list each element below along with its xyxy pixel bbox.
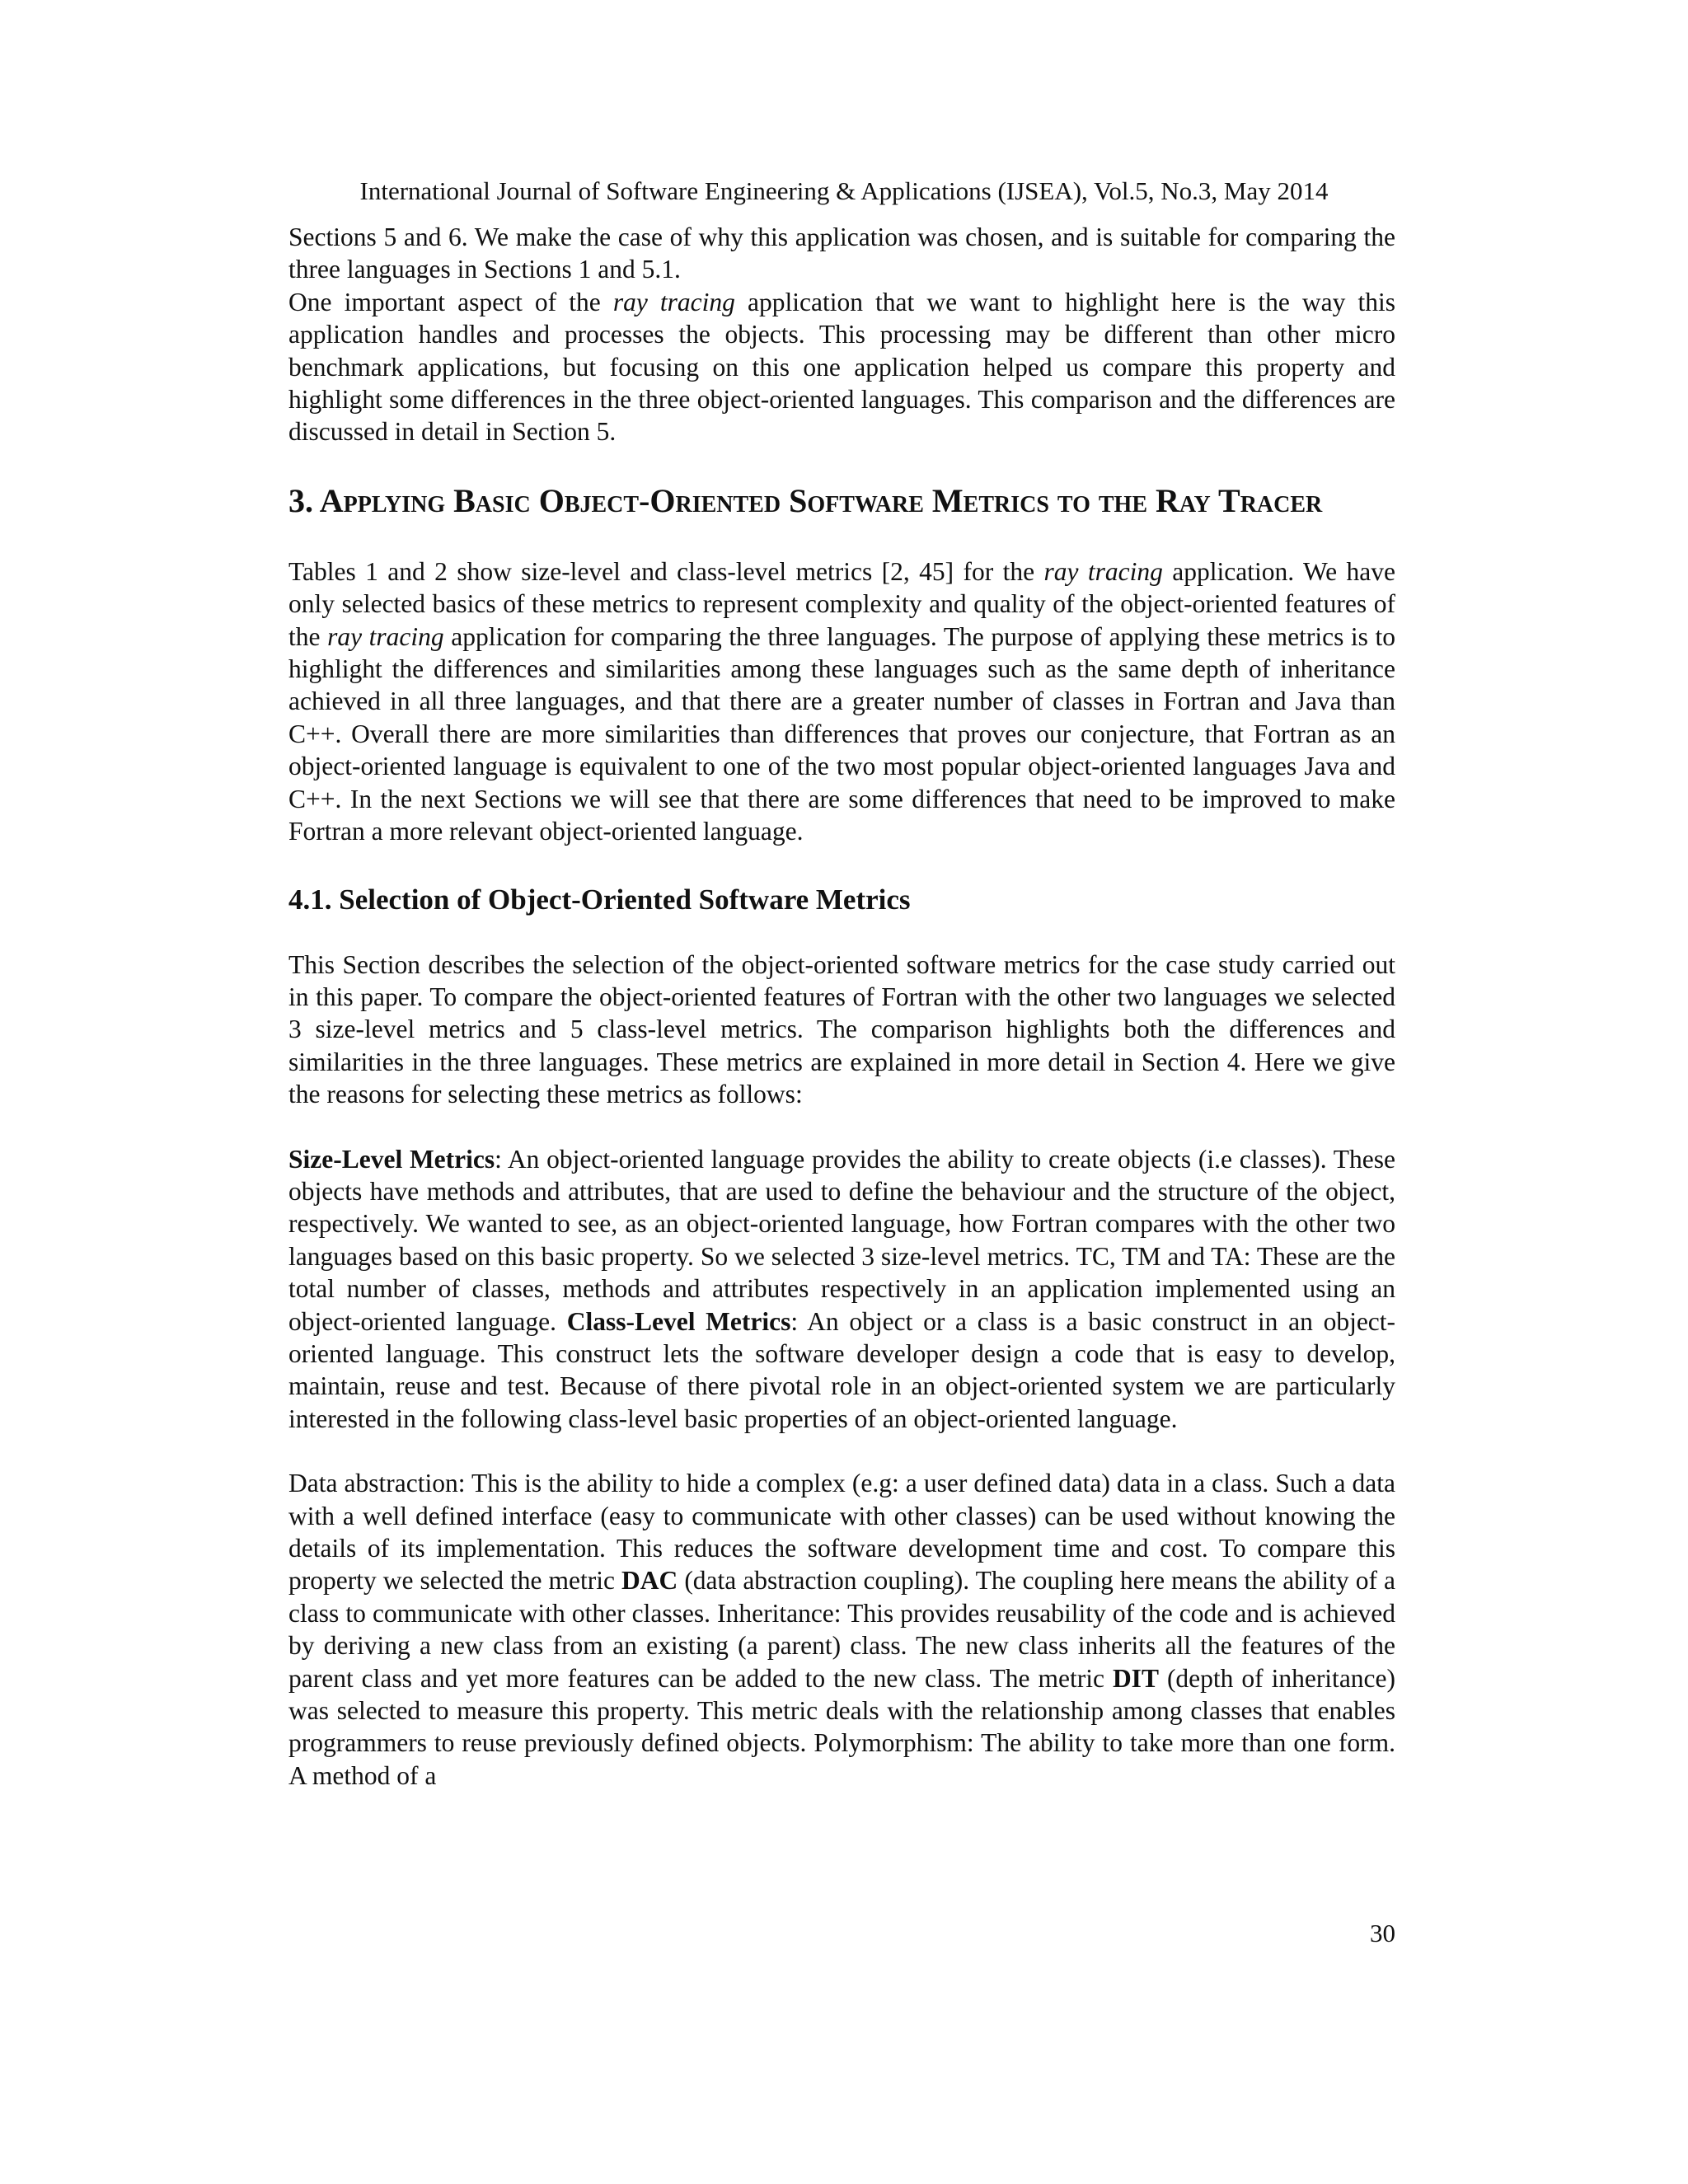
section-3-heading: [288, 480, 1395, 523]
paragraph-data-abstraction: [288, 1467, 1395, 1792]
italic-term: ray tracing: [327, 621, 444, 651]
paragraph-tables-metrics: [288, 555, 1395, 848]
bold-term: DAC: [621, 1566, 678, 1596]
text-run: : An object-oriented language provides the ability to create objects (i.e classes). These objects have methods and attributes, that are used to define the behaviour and the structure of the object, respectively. We wanted to see, as an object-oriented language, how Fortran compares with the other two languages based on this basic property. So we selected 3 size-level metrics. TC, TM and TA: These are the total number of classes, methods and attributes respectively in an application implemented using an object-oriented language.: [288, 1144, 1396, 1336]
spacer: [288, 1111, 1395, 1143]
italic-term: ray tracing: [612, 287, 735, 316]
paragraph-size-class-metrics: [288, 1143, 1395, 1436]
spacer: [288, 919, 1395, 949]
spacer: [288, 523, 1395, 555]
paragraph-intro-continuation: Sections 5 and 6. We make the case of why this application was chosen, and is suitable for comparing the three languages in Sections 1 and 5.1.: [288, 223, 1395, 284]
page-body: [288, 221, 1395, 1792]
text-run: (depth of inheritance) was selected to measure this property. This metric deals with the relationship among classes that enables programmers to reuse previously defined objects. Polymorphism: The ability to take more than one form. A method of a: [288, 1663, 1395, 1790]
bold-term: DIT: [1112, 1663, 1159, 1693]
running-head: International Journal of Software Engineering & Applications (IJSEA), Vol.5, No.3, May 2014: [359, 176, 1329, 205]
text-run: application. We have only selected basics of these metrics to represent complexity and quality of the object-oriented features of the: [288, 556, 1395, 651]
spacer: [288, 848, 1395, 881]
text-run: Tables 1 and 2 show size-level and class-level metrics [2, 45] for the: [288, 556, 1044, 586]
section-4-1-heading: 4.1. Selection of Object-Oriented Software Metrics: [288, 883, 911, 916]
text-run: application that we want to highlight here is the way this application handles and processes the objects. This processing may be different than other micro benchmark applications, but focusing on this one application helped us compare this property and highlight some differences in the three object-oriented languages. This comparison and the differences are discussed in detail in Section 5.: [288, 287, 1396, 447]
text-run: : An object or a class is a basic construct in an object-oriented language. This construct lets the software developer design a code that is easy to develop, maintain, reuse and test. Because of there pivotal role in an object-oriented system we are particularly interested in the following class-level basic properties of an object-oriented language.: [288, 1306, 1396, 1433]
section-3-heading-text: 3. Applying Basic Object-Oriented Software Metrics to the Ray Tracer: [288, 481, 1323, 519]
paragraph-selection-description: This Section describes the selection of the object-oriented software metrics for the case study carried out in this paper. To compare the object-oriented features of Fortran with the other two languages we selected 3 size-level metrics and 5 class-level metrics. The comparison highlights both the differences and similarities in the three languages. These metrics are explained in more detail in Section 4. Here we give the reasons for selecting these metrics as follows:: [288, 949, 1395, 1109]
italic-term: ray tracing: [1043, 556, 1163, 586]
text-run: Data abstraction: This is the ability to hide a complex (e.g: a user defined data) data in a class. Such a data with a well defined interface (easy to communicate with other classes) can be used without knowing the details of its implementation. This reduces the software development time and cost. To compare this property we selected the metric: [288, 1469, 1395, 1596]
page-number: 30: [1370, 1919, 1395, 1947]
text-run: application for comparing the three languages. The purpose of applying these metrics is to highlight the differences and similarities among these languages such as the same depth of inheritance achieved in all three languages, and that there are a greater number of classes in Fortran and Java than C++. Overall there are more similarities than differences that proves our conjecture, that Fortran as an object-oriented language is equivalent to one of the two most popular object-oriented languages Java and C++. In the next Sections we will see that there are some differences that need to be improved to make Fortran a more relevant object-oriented language.: [288, 621, 1396, 846]
spacer: [288, 448, 1395, 480]
text-run: (data abstraction coupling). The coupling here means the ability of a class to communicate with other classes. Inheritance: This provides reusability of the code and is achieved by deriving a new class from an existing (a parent) class. The new class inherits all the features of the parent class and yet more features can be added to the new class. The metric: [288, 1566, 1395, 1693]
bold-term: Size-Level Metrics: [288, 1144, 495, 1174]
text-run: One important aspect of the: [288, 287, 613, 316]
spacer: [288, 1435, 1395, 1467]
bold-term: Class-Level Metrics: [566, 1306, 791, 1336]
paragraph-ray-tracing-aspect: [288, 286, 1395, 448]
